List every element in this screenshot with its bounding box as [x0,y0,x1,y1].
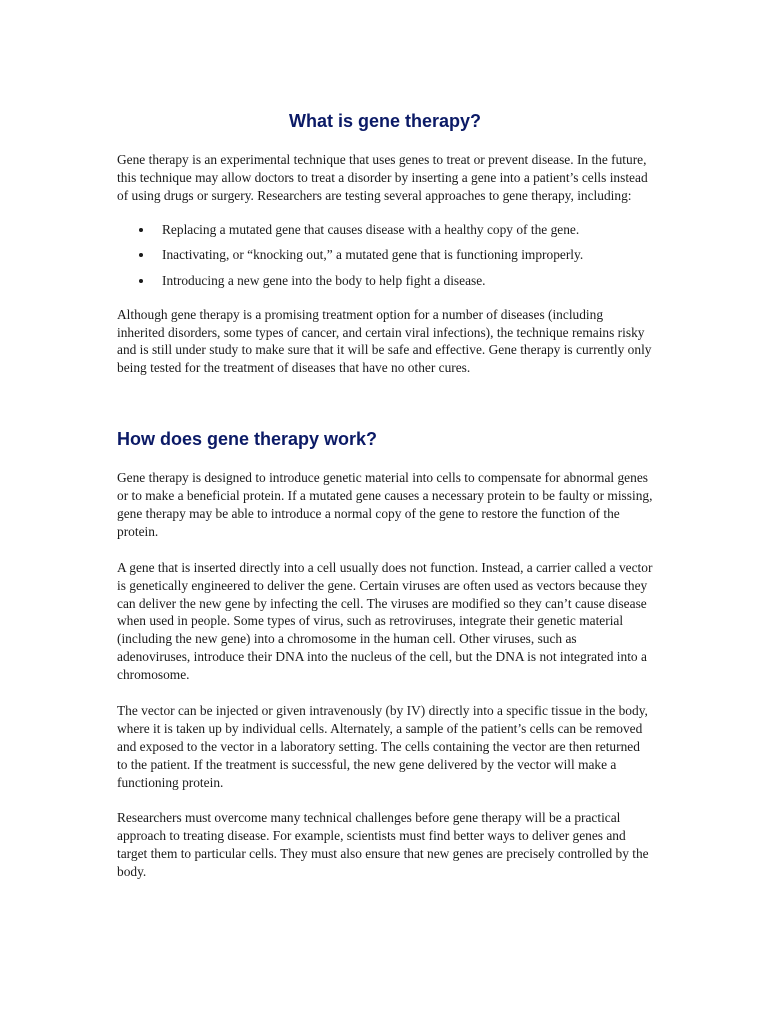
closing-paragraph: Although gene therapy is a promising treatment option for a number of diseases (including inherited disorders, some types of cancer, and certain viral infections), the technique remains risky and is still under study to make sure that it will be safe and effective. Gene therapy is currently only being tested for the treatment of diseases that have no other cures. [117,306,652,376]
list-item-text: Inactivating, or “knocking out,” a mutated gene that is functioning improperly. [162,247,584,263]
list-item [117,246,653,264]
body-paragraph: The vector can be injected or given intravenously (by IV) directly into a specific tissue in the body, where it is taken up by individual cells. Alternately, a sample of the patient’s cells can be removed and exposed to the vector in a laboratory setting. The cells containing the vector are then returned to the patient. If the treatment is successful, the new gene delivered by the vector will make a functioning protein. [117,703,648,790]
approaches-list [117,221,653,290]
bullet-icon [139,228,143,232]
body-paragraph: Researchers must overcome many technical challenges before gene therapy will be a practical approach to treating disease. For example, scientists must find better ways to deliver genes and target them to particular cells. They must also ensure that new genes are precisely controlled by the body. [117,810,649,880]
list-item-text: Introducing a new gene into the body to help fight a disease. [162,272,486,288]
list-item-text: Replacing a mutated gene that causes disease with a healthy copy of the gene. [162,221,580,237]
bullet-icon [139,279,143,283]
section-heading-what-is-gene-therapy: What is gene therapy? [288,111,482,131]
section-heading-how-does-gene-therapy-work: How does gene therapy work? [117,429,378,450]
intro-paragraph: Gene therapy is an experimental technique that uses genes to treat or prevent disease. In the future, this technique may allow doctors to treat a disorder by inserting a gene into a patient’s cells instead of using drugs or surgery. Researchers are testing several approaches to gene therapy, including: [117,152,648,203]
body-paragraph: A gene that is inserted directly into a cell usually does not function. Instead, a carrier called a vector is genetically engineered to deliver the gene. Certain viruses are often used as vectors because they can deliver the new gene by infecting the cell. The viruses are modified so they can’t cause disease when used in people. Some types of virus, such as retroviruses, integrate their genetic material (including the new gene) into a chromosome in the human cell. Other viruses, such as adenoviruses, introduce their DNA into the nucleus of the cell, but the DNA is not integrated into a chromosome. [117,559,653,683]
body-paragraph: Gene therapy is designed to introduce genetic material into cells to compensate for abnormal genes or to make a beneficial protein. If a mutated gene causes a necessary protein to be faulty or missing, gene therapy may be able to introduce a normal copy of the gene to restore the function of the protein. [117,470,653,539]
list-item [117,272,653,290]
bullet-icon [139,253,143,257]
list-item [117,221,653,239]
document-body [117,110,653,881]
